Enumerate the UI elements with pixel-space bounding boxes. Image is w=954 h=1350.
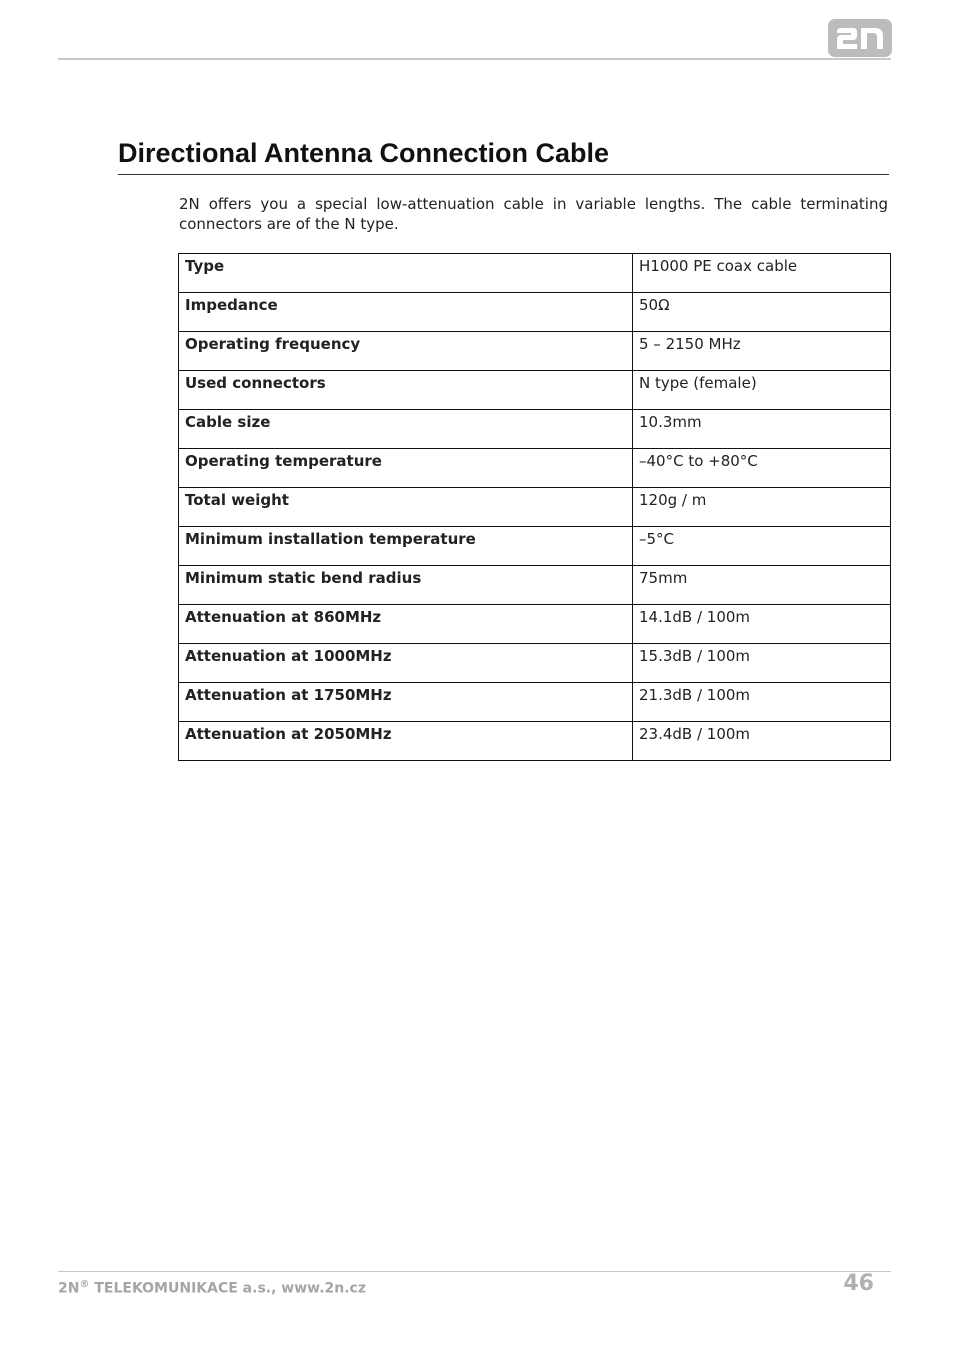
footer-divider [58,1271,891,1272]
spec-label: Used connectors [179,371,633,410]
spec-label: Minimum static bend radius [179,566,633,605]
table-row [179,644,891,683]
spec-value: 21.3dB / 100m [633,683,891,722]
table-row [179,332,891,371]
footer-company [58,1279,366,1297]
page-number: 46 [843,1271,874,1296]
table-row [179,527,891,566]
header-divider [58,58,891,60]
spec-value: –5°C [633,527,891,566]
spec-label: Total weight [179,488,633,527]
spec-label: Attenuation at 1000MHz [179,644,633,683]
spec-label: Operating frequency [179,332,633,371]
table-row [179,254,891,293]
spec-value: –40°C to +80°C [633,449,891,488]
table-row [179,566,891,605]
table-row [179,683,891,722]
spec-label: Attenuation at 2050MHz [179,722,633,761]
spec-value: N type (female) [633,371,891,410]
footer-brand: 2N [58,1280,80,1297]
spec-label: Minimum installation temperature [179,527,633,566]
table-row [179,410,891,449]
spec-label: Type [179,254,633,293]
footer-company-text: TELEKOMUNIKACE a.s., www.2n.cz [89,1280,366,1297]
table-row [179,371,891,410]
spec-value: 50Ω [633,293,891,332]
spec-label: Attenuation at 1750MHz [179,683,633,722]
table-row [179,488,891,527]
table-row [179,722,891,761]
page-title: Directional Antenna Connection Cable [118,138,610,168]
spec-label: Impedance [179,293,633,332]
spec-label: Attenuation at 860MHz [179,605,633,644]
spec-label: Operating temperature [179,449,633,488]
title-underline [118,174,889,175]
spec-value: H1000 PE coax cable [633,254,891,293]
spec-value: 5 – 2150 MHz [633,332,891,371]
brand-logo [828,19,892,57]
table-row [179,293,891,332]
spec-value: 120g / m [633,488,891,527]
spec-value: 23.4dB / 100m [633,722,891,761]
spec-value: 75mm [633,566,891,605]
spec-value: 10.3mm [633,410,891,449]
intro-paragraph: 2N offers you a special low-attenuation cable in variable lengths. The cable terminating connectors are of the N type. [179,195,888,233]
spec-table [178,253,891,761]
table-row [179,605,891,644]
spec-label: Cable size [179,410,633,449]
spec-value: 15.3dB / 100m [633,644,891,683]
brand-logo-glyph [828,19,892,57]
registered-mark: ® [79,1279,90,1290]
table-row [179,449,891,488]
spec-value: 14.1dB / 100m [633,605,891,644]
